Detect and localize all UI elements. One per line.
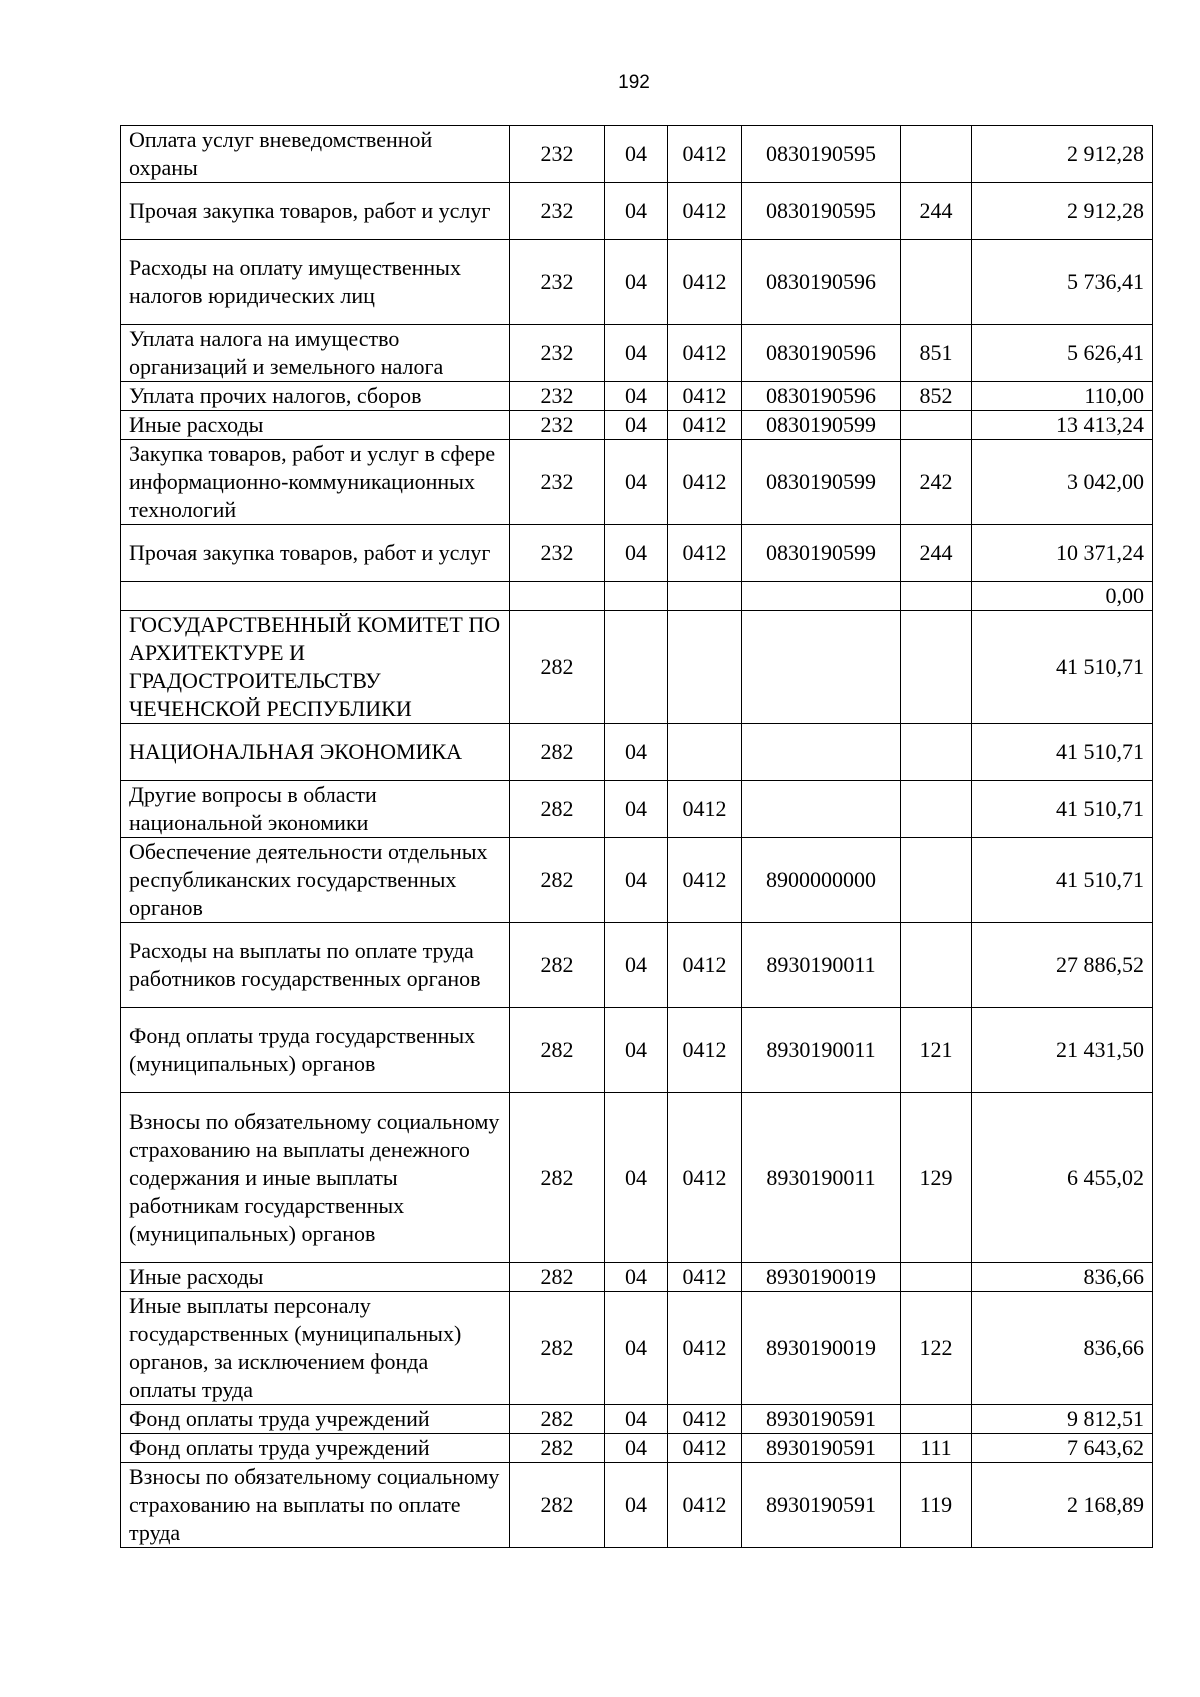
row-amount-cell: 10 371,24 (972, 525, 1153, 582)
row-target-article-cell (742, 611, 901, 724)
row-subsection-cell: 0412 (668, 126, 742, 183)
row-name-cell: Иные выплаты персоналу государственных (муниципальных) органов, за исключением фонда оплаты труда (121, 1292, 510, 1405)
row-section-cell: 04 (605, 411, 668, 440)
row-target-article-cell: 8930190011 (742, 1093, 901, 1263)
table-row (121, 325, 1153, 382)
row-amount-cell: 27 886,52 (972, 923, 1153, 1008)
row-section-cell: 04 (605, 183, 668, 240)
row-expense-type-cell (901, 240, 972, 325)
row-target-article-cell: 0830190596 (742, 382, 901, 411)
row-section-cell: 04 (605, 382, 668, 411)
row-expense-type-cell: 121 (901, 1008, 972, 1093)
row-section-cell: 04 (605, 1292, 668, 1405)
row-target-article-cell: 0830190596 (742, 325, 901, 382)
row-ved-cell: 232 (510, 183, 605, 240)
row-section-cell (605, 611, 668, 724)
row-ved-cell: 232 (510, 440, 605, 525)
row-amount-cell: 41 510,71 (972, 838, 1153, 923)
row-name-cell: Прочая закупка товаров, работ и услуг (121, 183, 510, 240)
row-section-cell: 04 (605, 240, 668, 325)
row-ved-cell: 232 (510, 240, 605, 325)
row-amount-cell: 6 455,02 (972, 1093, 1153, 1263)
row-amount-cell: 2 168,89 (972, 1463, 1153, 1548)
row-amount-cell: 5 736,41 (972, 240, 1153, 325)
row-subsection-cell: 0412 (668, 325, 742, 382)
row-name-cell: Оплата услуг вневедомственной охраны (121, 126, 510, 183)
row-ved-cell: 282 (510, 724, 605, 781)
row-expense-type-cell (901, 838, 972, 923)
row-target-article-cell: 0830190595 (742, 183, 901, 240)
row-target-article-cell: 8930190591 (742, 1463, 901, 1548)
row-amount-cell: 110,00 (972, 382, 1153, 411)
row-target-article-cell: 8930190019 (742, 1292, 901, 1405)
row-subsection-cell: 0412 (668, 183, 742, 240)
row-section-cell: 04 (605, 781, 668, 838)
table-row (121, 582, 1153, 611)
table-row (121, 1463, 1153, 1548)
budget-table (120, 125, 1153, 1548)
row-target-article-cell: 8930190011 (742, 1008, 901, 1093)
row-expense-type-cell (901, 411, 972, 440)
table-row (121, 1263, 1153, 1292)
row-subsection-cell: 0412 (668, 1405, 742, 1434)
row-name-cell: Фонд оплаты труда учреждений (121, 1434, 510, 1463)
row-expense-type-cell: 852 (901, 382, 972, 411)
row-ved-cell: 282 (510, 838, 605, 923)
row-target-article-cell: 8930190591 (742, 1405, 901, 1434)
row-name-cell (121, 582, 510, 611)
row-amount-cell: 836,66 (972, 1263, 1153, 1292)
table-row (121, 440, 1153, 525)
row-amount-cell: 5 626,41 (972, 325, 1153, 382)
row-name-cell: НАЦИОНАЛЬНАЯ ЭКОНОМИКА (121, 724, 510, 781)
row-ved-cell: 282 (510, 1434, 605, 1463)
row-amount-cell: 2 912,28 (972, 126, 1153, 183)
row-section-cell: 04 (605, 1405, 668, 1434)
row-name-cell: Другие вопросы в области национальной экономики (121, 781, 510, 838)
row-target-article-cell (742, 724, 901, 781)
row-section-cell (605, 582, 668, 611)
row-amount-cell: 0,00 (972, 582, 1153, 611)
table-row (121, 1434, 1153, 1463)
row-expense-type-cell (901, 611, 972, 724)
row-expense-type-cell (901, 582, 972, 611)
table-row (121, 411, 1153, 440)
row-target-article-cell: 8930190591 (742, 1434, 901, 1463)
row-target-article-cell (742, 781, 901, 838)
row-subsection-cell: 0412 (668, 838, 742, 923)
row-subsection-cell: 0412 (668, 411, 742, 440)
row-amount-cell: 41 510,71 (972, 611, 1153, 724)
row-ved-cell: 282 (510, 1405, 605, 1434)
row-expense-type-cell (901, 923, 972, 1008)
row-subsection-cell (668, 724, 742, 781)
table-row (121, 838, 1153, 923)
table-row (121, 1008, 1153, 1093)
row-ved-cell: 232 (510, 525, 605, 582)
row-expense-type-cell: 242 (901, 440, 972, 525)
row-section-cell: 04 (605, 1434, 668, 1463)
row-subsection-cell: 0412 (668, 1292, 742, 1405)
row-section-cell: 04 (605, 1263, 668, 1292)
row-name-cell: Расходы на выплаты по оплате труда работников государственных органов (121, 923, 510, 1008)
row-expense-type-cell (901, 781, 972, 838)
row-subsection-cell: 0412 (668, 240, 742, 325)
row-subsection-cell: 0412 (668, 1093, 742, 1263)
row-name-cell: Взносы по обязательному социальному страхованию на выплаты по оплате труда (121, 1463, 510, 1548)
row-target-article-cell (742, 582, 901, 611)
row-name-cell: Иные расходы (121, 411, 510, 440)
row-target-article-cell: 8900000000 (742, 838, 901, 923)
budget-table-body (121, 126, 1153, 1548)
row-expense-type-cell: 129 (901, 1093, 972, 1263)
row-ved-cell (510, 582, 605, 611)
table-row (121, 382, 1153, 411)
row-name-cell: Фонд оплаты труда государственных (муниципальных) органов (121, 1008, 510, 1093)
row-amount-cell: 3 042,00 (972, 440, 1153, 525)
row-expense-type-cell (901, 1405, 972, 1434)
row-ved-cell: 282 (510, 923, 605, 1008)
row-ved-cell: 232 (510, 411, 605, 440)
row-expense-type-cell: 851 (901, 325, 972, 382)
row-section-cell: 04 (605, 1463, 668, 1548)
row-expense-type-cell (901, 724, 972, 781)
row-amount-cell: 13 413,24 (972, 411, 1153, 440)
row-subsection-cell: 0412 (668, 923, 742, 1008)
row-ved-cell: 232 (510, 325, 605, 382)
row-section-cell: 04 (605, 1008, 668, 1093)
row-amount-cell: 7 643,62 (972, 1434, 1153, 1463)
table-row (121, 240, 1153, 325)
row-subsection-cell: 0412 (668, 440, 742, 525)
row-section-cell: 04 (605, 923, 668, 1008)
row-ved-cell: 282 (510, 1463, 605, 1548)
row-section-cell: 04 (605, 1093, 668, 1263)
table-row (121, 126, 1153, 183)
row-ved-cell: 282 (510, 611, 605, 724)
row-expense-type-cell: 244 (901, 183, 972, 240)
row-name-cell: Расходы на оплату имущественных налогов юридических лиц (121, 240, 510, 325)
row-expense-type-cell: 119 (901, 1463, 972, 1548)
table-row (121, 1292, 1153, 1405)
table-row (121, 781, 1153, 838)
row-section-cell: 04 (605, 440, 668, 525)
row-target-article-cell: 0830190595 (742, 126, 901, 183)
row-name-cell: Фонд оплаты труда учреждений (121, 1405, 510, 1434)
table-row (121, 1093, 1153, 1263)
row-ved-cell: 232 (510, 382, 605, 411)
row-subsection-cell: 0412 (668, 382, 742, 411)
row-expense-type-cell: 122 (901, 1292, 972, 1405)
row-target-article-cell: 0830190599 (742, 411, 901, 440)
row-target-article-cell: 0830190599 (742, 440, 901, 525)
row-expense-type-cell: 111 (901, 1434, 972, 1463)
row-target-article-cell: 8930190019 (742, 1263, 901, 1292)
row-target-article-cell: 0830190599 (742, 525, 901, 582)
row-subsection-cell: 0412 (668, 1434, 742, 1463)
row-ved-cell: 282 (510, 1008, 605, 1093)
row-target-article-cell: 0830190596 (742, 240, 901, 325)
row-subsection-cell (668, 582, 742, 611)
row-section-cell: 04 (605, 325, 668, 382)
row-name-cell: Уплата прочих налогов, сборов (121, 382, 510, 411)
row-subsection-cell: 0412 (668, 1263, 742, 1292)
row-section-cell: 04 (605, 724, 668, 781)
table-row (121, 183, 1153, 240)
row-target-article-cell: 8930190011 (742, 923, 901, 1008)
row-ved-cell: 282 (510, 1093, 605, 1263)
row-amount-cell: 41 510,71 (972, 781, 1153, 838)
page-number: 192 (618, 72, 650, 93)
row-subsection-cell (668, 611, 742, 724)
table-row (121, 724, 1153, 781)
row-expense-type-cell: 244 (901, 525, 972, 582)
row-name-cell: Уплата налога на имущество организаций и земельного налога (121, 325, 510, 382)
row-name-cell: Прочая закупка товаров, работ и услуг (121, 525, 510, 582)
row-name-cell: Взносы по обязательному социальному страхованию на выплаты денежного содержания и иные выплаты работникам государственных (муниципальных) органов (121, 1093, 510, 1263)
row-section-cell: 04 (605, 525, 668, 582)
table-row (121, 611, 1153, 724)
row-name-cell: Иные расходы (121, 1263, 510, 1292)
row-expense-type-cell (901, 1263, 972, 1292)
row-name-cell: ГОСУДАРСТВЕННЫЙ КОМИТЕТ ПО АРХИТЕКТУРЕ И ГРАДОСТРОИТЕЛЬСТВУ ЧЕЧЕНСКОЙ РЕСПУБЛИКИ (121, 611, 510, 724)
row-subsection-cell: 0412 (668, 525, 742, 582)
row-ved-cell: 282 (510, 1292, 605, 1405)
table-row (121, 923, 1153, 1008)
row-expense-type-cell (901, 126, 972, 183)
row-subsection-cell: 0412 (668, 1008, 742, 1093)
row-section-cell: 04 (605, 126, 668, 183)
row-amount-cell: 836,66 (972, 1292, 1153, 1405)
row-name-cell: Закупка товаров, работ и услуг в сфере информационно-коммуникационных технологий (121, 440, 510, 525)
row-amount-cell: 41 510,71 (972, 724, 1153, 781)
row-ved-cell: 232 (510, 126, 605, 183)
row-amount-cell: 2 912,28 (972, 183, 1153, 240)
row-amount-cell: 21 431,50 (972, 1008, 1153, 1093)
table-row (121, 1405, 1153, 1434)
row-ved-cell: 282 (510, 781, 605, 838)
row-amount-cell: 9 812,51 (972, 1405, 1153, 1434)
row-name-cell: Обеспечение деятельности отдельных республиканских государственных органов (121, 838, 510, 923)
row-ved-cell: 282 (510, 1263, 605, 1292)
row-section-cell: 04 (605, 838, 668, 923)
table-row (121, 525, 1153, 582)
row-subsection-cell: 0412 (668, 1463, 742, 1548)
row-subsection-cell: 0412 (668, 781, 742, 838)
